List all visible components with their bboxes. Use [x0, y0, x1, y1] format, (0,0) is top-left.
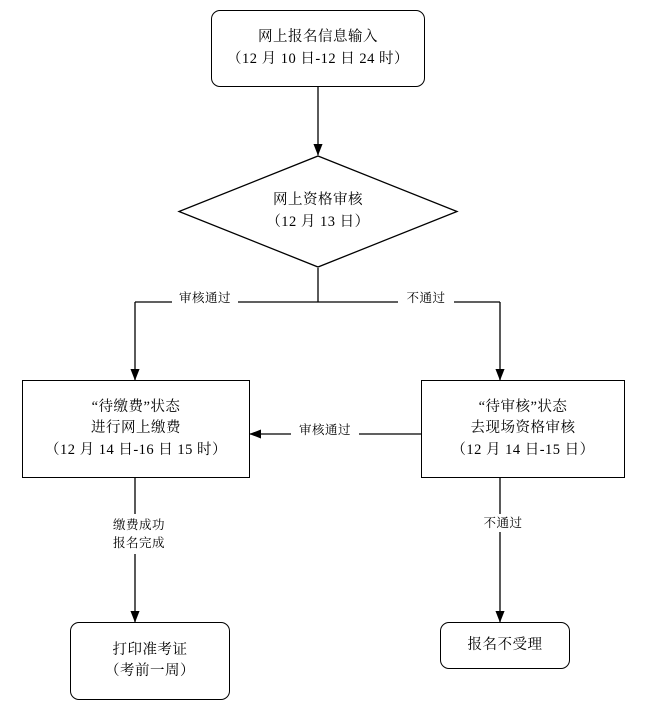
node-line: （12 月 14 日-16 日 15 时）: [44, 441, 228, 458]
node-line: （12 月 13 日）: [266, 213, 370, 230]
edge-label-text: 缴费成功: [112, 518, 165, 532]
edge-label-text: 审核通过: [178, 291, 231, 305]
edge-label-review-passed-middle: [291, 421, 359, 439]
node-line: “待审核”状态: [478, 399, 568, 416]
node-registration-rejected: [440, 622, 570, 669]
node-online-qualification-review: [178, 155, 458, 268]
node-line: （12 月 14 日-15 日）: [451, 441, 595, 458]
diamond-label: [178, 155, 458, 268]
node-pending-payment: [22, 380, 250, 478]
node-line: （考前一周）: [105, 663, 195, 679]
edge-label-review-passed-left: [172, 289, 238, 307]
edge-label-text: 不通过: [483, 516, 523, 530]
node-line: “待缴费”状态: [91, 399, 181, 416]
node-line: 网上报名信息输入: [258, 29, 378, 46]
node-line: 网上资格审核: [273, 191, 363, 208]
edge-label-text: 不通过: [406, 291, 446, 305]
node-print-admission-ticket: [70, 622, 230, 700]
node-line: （12 月 10 日-12 日 24 时）: [226, 50, 410, 67]
edge-label-payment-success: [98, 514, 180, 554]
node-line: 打印准考证: [112, 641, 188, 658]
edge-label-text: 审核通过: [298, 423, 351, 437]
edge-label-review-failed-top: [398, 289, 454, 307]
edge-label-review-failed-bottom: [473, 514, 533, 532]
node-line: 去现场资格审核: [470, 420, 576, 437]
node-line: 报名不受理: [467, 636, 543, 653]
edge-label-text: 报名完成: [112, 536, 165, 551]
node-online-registration: [211, 10, 425, 87]
node-pending-review: [421, 380, 625, 478]
node-line: 进行网上缴费: [91, 420, 181, 437]
